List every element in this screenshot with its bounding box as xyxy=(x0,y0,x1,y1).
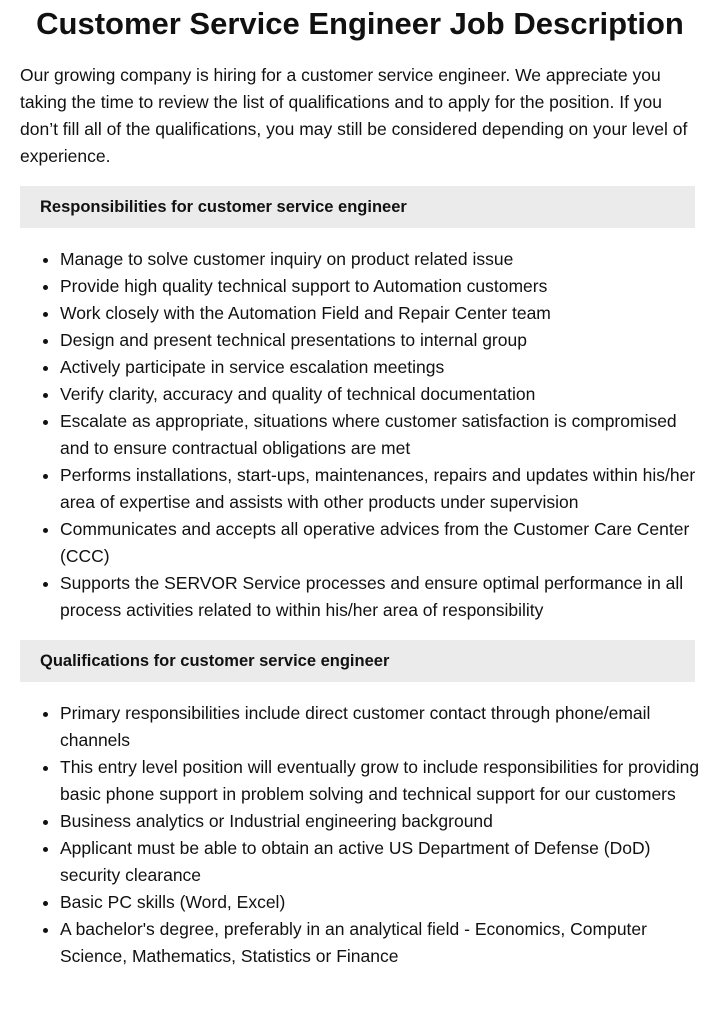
page-title: Customer Service Engineer Job Description xyxy=(36,6,684,41)
list-item: • Design and present technical presentations to internal group xyxy=(60,327,700,354)
list-item: • Basic PC skills (Word, Excel) xyxy=(60,889,700,916)
list-item: • This entry level position will eventually grow to include responsibilities for providing basic phone support in problem solving and technical support for our customers xyxy=(60,754,700,808)
responsibilities-list xyxy=(20,246,700,624)
intro-paragraph: Our growing company is hiring for a customer service engineer. We appreciate you taking the time to review the list of qualifications and to apply for the position. If you don’t fill all of the qualifications, you may still be considered depending on your level of experience. xyxy=(20,65,688,166)
list-item: • Supports the SERVOR Service processes and ensure optimal performance in all process activities related to within his/her area of responsibility xyxy=(60,570,700,624)
list-item: • A bachelor's degree, preferably in an analytical field - Economics, Computer Science, Mathematics, Statistics or Finance xyxy=(60,916,700,970)
list-item: • Work closely with the Automation Field and Repair Center team xyxy=(60,300,700,327)
list-item: • Applicant must be able to obtain an active US Department of Defense (DoD) security clearance xyxy=(60,835,700,889)
list-item: • Verify clarity, accuracy and quality of technical documentation xyxy=(60,381,700,408)
list-item: • Primary responsibilities include direct customer contact through phone/email channels xyxy=(60,700,700,754)
list-item: • Business analytics or Industrial engineering background xyxy=(60,808,700,835)
list-item: • Escalate as appropriate, situations where customer satisfaction is compromised and to ensure contractual obligations are met xyxy=(60,408,700,462)
list-item: • Manage to solve customer inquiry on product related issue xyxy=(60,246,700,273)
list-item: • Performs installations, start-ups, maintenances, repairs and updates within his/her area of expertise and assists with other products under supervision xyxy=(60,462,700,516)
list-item: • Communicates and accepts all operative advices from the Customer Care Center (CCC) xyxy=(60,516,700,570)
list-item: • Actively participate in service escalation meetings xyxy=(60,354,700,381)
qualifications-section xyxy=(0,640,720,970)
section-heading: Responsibilities for customer service engineer xyxy=(20,186,695,228)
responsibilities-section xyxy=(0,186,720,624)
section-heading: Qualifications for customer service engineer xyxy=(20,640,695,682)
qualifications-list xyxy=(20,700,700,970)
list-item: • Provide high quality technical support to Automation customers xyxy=(60,273,700,300)
